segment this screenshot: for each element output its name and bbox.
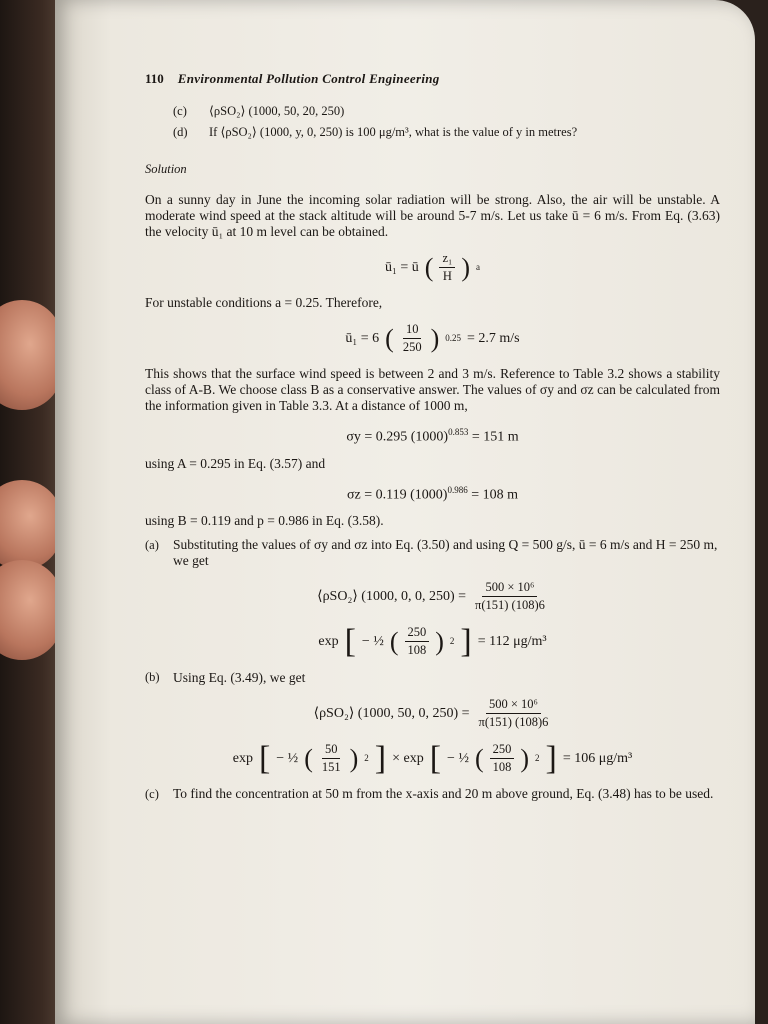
denominator: 108 xyxy=(407,643,427,658)
equation-part-b-fraction xyxy=(145,696,720,731)
question-label: (d) xyxy=(173,125,188,139)
fraction xyxy=(319,741,344,776)
part-text: Using Eq. (3.49), we get xyxy=(173,670,306,686)
denominator: π(151) (108)6 xyxy=(478,715,549,730)
times-exp: × exp xyxy=(392,751,424,767)
paragraph: This shows that the surface wind speed is between 2 and 3 m/s. Reference to Table 3.2 shows a stability class of A-B. We choose class B as a conservative answer. The values of σy and σz can be calculated from the information given in Table 3.3. At a distance of 1000 m, xyxy=(145,366,720,413)
denominator: 250 xyxy=(402,340,422,354)
part-label: (b) xyxy=(145,670,160,685)
exp-label: exp xyxy=(232,751,253,767)
equation-sigma-y xyxy=(145,424,720,446)
part-label: (c) xyxy=(145,787,159,802)
question-label: (c) xyxy=(173,104,187,118)
note: using B = 0.119 and p = 0.986 in Eq. (3.58). xyxy=(145,513,384,529)
page-number: 110 xyxy=(145,71,164,86)
book-title: Environmental Pollution Control Engineering xyxy=(177,71,440,86)
equation-surface-wind: ū₁ = 6 ( $\frac{10}{250}$ ) 0.25 = 2.7 m/s xyxy=(345,322,520,354)
paragraph: On a sunny day in June the incoming solar radiation will be strong. Also, the air will be unstable. A moderate wind speed at the stack altitude will be around 5-7 m/s. Let us take ū = 6 m/s. From Eq. (3.63) the velocity ū₁ at 10 m level can be obtained. xyxy=(145,192,720,239)
numerator: 50 xyxy=(322,741,341,759)
exponent: 0.986 xyxy=(447,484,468,495)
fraction xyxy=(400,321,425,356)
equation-result: = 112 μg/m³ xyxy=(477,634,547,650)
equation-lhs: ū₁ = ū xyxy=(384,260,419,275)
question-text: If ⟨ρSO₂⟩ (1000, y, 0, 250) is 100 μg/m³, what is the value of y in metres? xyxy=(209,125,578,139)
part-c xyxy=(145,786,720,803)
equation-lhs: ⟨ρSO₂⟩ (1000, 50, 0, 250) = xyxy=(313,706,470,722)
solution-heading: Solution xyxy=(145,162,187,176)
finger xyxy=(0,480,62,570)
exponent: 0.25 xyxy=(445,333,461,343)
running-header xyxy=(145,70,720,87)
equation-result: = 106 μg/m³ xyxy=(562,751,633,767)
exp-coefficient: − ½ xyxy=(361,634,384,650)
equation-rhs: = 2.7 m/s xyxy=(467,331,520,346)
exp-label: exp xyxy=(318,634,339,650)
exponent: 2 xyxy=(364,753,369,764)
equation-lhs: ū₁ = 6 xyxy=(345,331,380,346)
equation-rhs: = 108 m xyxy=(471,487,518,503)
numerator: z₁ xyxy=(439,250,455,268)
finger xyxy=(0,300,62,410)
equation-part-a-exp: exp [ − ½ ( $\frac{250}{108}$ ) 2 ] = 112 μg/m³ xyxy=(318,622,547,660)
part-b xyxy=(145,669,720,686)
numerator: 250 xyxy=(405,624,430,642)
denominator: H xyxy=(442,269,452,283)
equation-sigma-z xyxy=(145,482,720,504)
equation-lhs: σz = 0.119 (1000) xyxy=(346,487,448,503)
part-text: Substituting the values of σy and σz into Eq. (3.50) and using Q = 500 g/s, ū = 6 m/s and H = 250 m, we get xyxy=(173,537,718,569)
fraction xyxy=(405,624,430,659)
exponent: 2 xyxy=(449,636,455,647)
fraction xyxy=(476,696,552,731)
finger xyxy=(0,560,62,660)
numerator: 500 × 10⁶ xyxy=(486,696,541,714)
part-a xyxy=(145,537,720,569)
exponent: 0.853 xyxy=(448,427,469,437)
question-item xyxy=(173,103,720,120)
equation-wind-profile: ū₁ = ū ( $\frac{\text{z₁}}{H}$ ) a xyxy=(384,251,481,283)
exponent: a xyxy=(476,262,481,272)
equation-part-a-fraction xyxy=(145,579,720,614)
part-text: To find the concentration at 50 m from the x-axis and 20 m above ground, Eq. (3.48) has to be used. xyxy=(173,786,714,802)
fraction xyxy=(472,579,548,614)
note: using A = 0.295 in Eq. (3.57) and xyxy=(145,455,326,471)
exponent: 2 xyxy=(535,753,540,764)
question-item xyxy=(173,124,720,141)
part-label: (a) xyxy=(145,538,159,553)
equation-part-b-exp: exp [ − ½ ( $\frac{50}{151}$ ) 2 ] × exp [ − ½ ( $\frac{250}{108}$ ) 2 ] = 106 μg/m³ xyxy=(232,739,633,777)
fraction xyxy=(490,741,515,776)
book-page xyxy=(55,0,755,1024)
numerator: 500 × 10⁶ xyxy=(482,579,537,597)
denominator: 108 xyxy=(492,760,512,775)
numerator: 10 xyxy=(403,321,422,339)
equation-lhs: ⟨ρSO₂⟩ (1000, 0, 0, 250) = xyxy=(317,589,467,605)
numerator: 250 xyxy=(490,741,515,759)
fraction xyxy=(439,250,455,285)
equation-lhs: σy = 0.295 (1000) xyxy=(346,429,449,445)
question-text: ⟨ρSO₂⟩ (1000, 50, 20, 250) xyxy=(209,104,345,118)
page-content xyxy=(145,70,720,807)
denominator: π(151) (108)6 xyxy=(475,598,545,613)
denominator: 151 xyxy=(321,760,341,775)
paragraph: For unstable conditions a = 0.25. Therefore, xyxy=(145,295,383,310)
equation-rhs: = 151 m xyxy=(471,429,519,445)
